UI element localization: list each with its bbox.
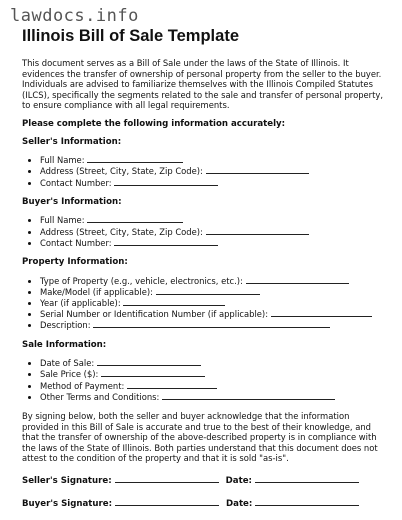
seller-date-label: Date: [225,475,252,486]
sale-price-item: • Sale Price ($): [40,368,384,379]
buyer-address-item: • Address (Street, City, State, Zip Code): [40,226,384,237]
seller-address-blank[interactable] [206,165,309,174]
buyer-contact-blank[interactable] [114,237,218,246]
sale-date-item: • Date of Sale: [40,357,384,368]
buyer-date-blank[interactable] [255,497,359,506]
instruction-text: Please complete the following information accurately: [22,118,286,129]
property-heading: Property Information: [22,256,128,267]
property-type-item: • Type of Property (e.g., vehicle, electronics, etc.): [40,275,384,286]
sale-terms-blank[interactable] [162,391,335,400]
buyer-signature-row [22,497,384,510]
property-serial-blank[interactable] [271,308,372,317]
property-fields-list [22,275,384,331]
site-watermark: lawdocs.info [10,6,139,26]
seller-signature-blank[interactable] [115,474,219,483]
property-make-model-item: • Make/Model (if applicable): [40,286,384,297]
seller-date-blank[interactable] [255,474,359,483]
closing-paragraph: By signing below, both the seller and buyer acknowledge that the information provided in this Bill of Sale is accurate and true to the best of their knowledge, and that the transfer of ownership of the above-described property is in compliance with the laws of the State of Illinois. Both parties understand that this document does not attest to the condition of the property and that it is sold "as-is". [22,410,378,464]
property-description-blank[interactable] [93,319,330,328]
sale-date-blank[interactable] [97,357,201,366]
sale-price-blank[interactable] [101,368,205,377]
document-title: Illinois Bill of Sale Template [22,27,239,45]
seller-full-name-item: • Full Name: [40,154,384,165]
property-type-blank[interactable] [246,275,349,284]
buyer-signature-blank[interactable] [115,497,219,506]
buyer-full-name-blank[interactable] [87,214,183,223]
sale-heading: Sale Information: [22,339,107,350]
buyer-full-name-item: • Full Name: [40,214,384,225]
sale-fields-list [22,357,384,402]
sale-payment-method-blank[interactable] [127,380,217,389]
seller-heading: Seller's Information: [22,136,122,147]
seller-address-item: • Address (Street, City, State, Zip Code): [40,165,384,176]
buyer-address-blank[interactable] [206,226,309,235]
buyer-fields-list [22,214,384,248]
document-page [22,26,384,520]
seller-signature-row [22,474,384,487]
buyer-contact-item: • Contact Number: [40,237,384,248]
property-year-item: • Year (if applicable): [40,297,384,308]
seller-contact-blank[interactable] [114,177,218,186]
buyer-date-label: Date: [226,498,253,509]
seller-signature-label: Seller's Signature: [22,475,112,486]
property-make-model-blank[interactable] [156,286,260,295]
sale-terms-item: • Other Terms and Conditions: [40,391,384,402]
property-description-item: • Description: [40,319,384,330]
seller-contact-item: • Contact Number: [40,177,384,188]
buyer-heading: Buyer's Information: [22,196,122,207]
property-serial-item: • Serial Number or Identification Number (if applicable): [40,308,384,319]
sale-payment-method-item: • Method of Payment: [40,380,384,391]
intro-paragraph: This document serves as a Bill of Sale under the laws of the State of Illinois. It evidences the transfer of ownership of personal property from the seller to the buyer. Individuals are advised to familiarize themselves with the Illinois Compiled Statutes (ILCS), specifically the segments related to the sale and transfer of personal property, to ensure compliance with all legal requirements. [22,58,384,111]
property-year-blank[interactable] [123,297,225,306]
seller-full-name-blank[interactable] [87,154,183,163]
seller-fields-list [22,154,384,188]
buyer-signature-label: Buyer's Signature: [22,498,113,509]
